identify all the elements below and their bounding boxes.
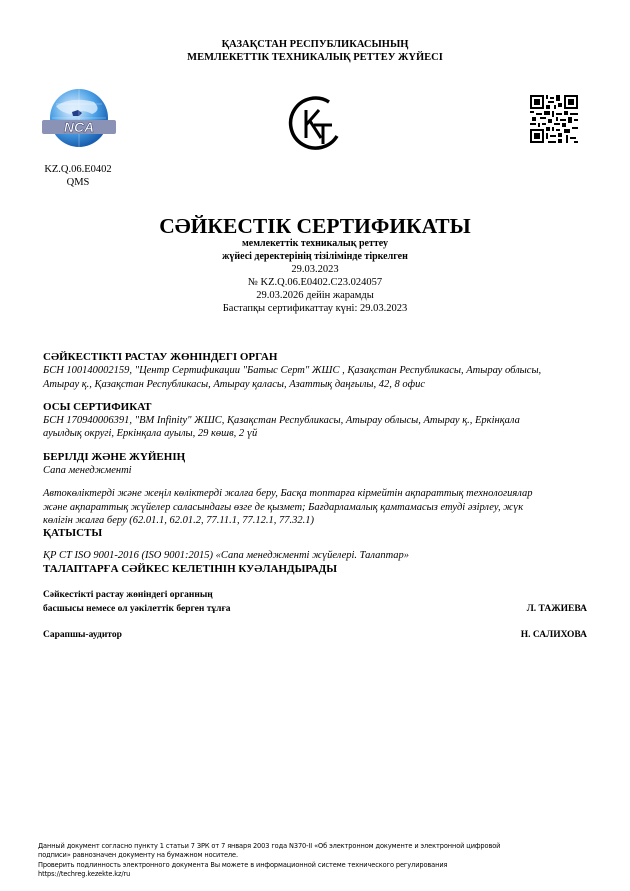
header-line-1: ҚАЗАҚСТАН РЕСПУБЛИКАСЫНЫҢ <box>221 39 409 50</box>
kt-conformity-mark-icon <box>285 92 345 152</box>
head-signatory-label-2: басшысы немесе ол уәкілеттік берген тұлға <box>43 604 231 614</box>
registration-date: 29.03.2023 <box>291 264 339 275</box>
relation-heading: ҚАТЫСТЫ <box>43 527 103 539</box>
head-signatory-name: Л. ТАЖИЕВА <box>526 604 587 614</box>
valid-until: 29.03.2026 дейін жарамды <box>256 290 374 301</box>
qr-code <box>530 95 578 143</box>
initial-certification-date: Бастапқы сертификаттау күні: 29.03.2023 <box>222 303 408 314</box>
body-heading: СӘЙКЕСТІКТІ РАСТАУ ЖӨНІНДЕГІ ОРГАН <box>43 351 278 363</box>
head-signatory-label-1: Сәйкестікті растау жөніндегі органның <box>43 590 213 600</box>
scope-text-1: Автокөліктерді және жеңіл көліктерді жалға беру, Басқа топтарға кірмейтін ақпараттық технологиялар <box>43 488 533 499</box>
certificate-title: СӘЙКЕСТІК СЕРТИФИКАТЫ <box>159 214 471 238</box>
footer-line-2: подписи» равнозначен документу на бумажном носителе. <box>38 851 238 859</box>
standard-text: ҚР СТ ISO 9001-2016 (ISO 9001:2015) «Сапа менеджменті жүйелері. Талаптар» <box>43 550 410 561</box>
footer-verification-link[interactable]: https://techreg.kezekte.kz/ru <box>38 870 131 878</box>
cert-holder-heading: ОСЫ СЕРТИФИКАТ <box>43 401 152 413</box>
system-value: Сапа менеджменті <box>43 465 132 476</box>
title-sub-2: жүйесі деректерінің тізілімінде тіркелген <box>222 251 408 262</box>
title-sub-1: мемлекеттік техникалық реттеу <box>242 238 388 249</box>
cert-holder-text-2: ауылдық округі, Еркінқала ауылы, 29 көшв, 2 үй <box>43 428 258 439</box>
conclusion-text: ТАЛАПТАРҒА СӘЙКЕС КЕЛЕТІНІН КУӘЛАНДЫРАДЫ <box>43 563 338 575</box>
auditor-label: Сарапшы-аудитор <box>43 630 122 640</box>
system-heading: БЕРІЛДІ ЖӘНЕ ЖҮЙЕНІҢ <box>43 451 186 463</box>
footer-line-1: Данный документ согласно пункту 1 статьи 7 ЗРК от 7 января 2003 года N370-II «Об электронном документе и электронной цифровой <box>38 842 501 850</box>
scope-text-2: және ақпараттық жүйелер саласындағы өзге де қызмет; Бағдарламалық қамтамасыз етуді әзірлеу, жүк <box>43 502 524 513</box>
scope-text-3: көлігін жалға беру (62.01.1, 62.01.2, 77.11.1, 77.12.1, 77.32.1) <box>43 515 314 526</box>
nca-logo-text: NCA <box>63 119 95 135</box>
body-text-1: БСН 100140002159, "Центр Сертификации "Батыс Серт" ЖШС , Қазақстан Республикасы, Атырау облысы, <box>43 365 542 376</box>
cert-holder-text-1: БСН 170940006391, "BM Infinity" ЖШС, Қазақстан Республикасы, Атырау облысы, Атырау қ., Еркінқала <box>43 415 520 426</box>
body-text-2: Атырау қ., Қазақстан Республикасы, Атырау қаласы, Азаттық даңғылы, 42, 8 офис <box>43 379 425 390</box>
auditor-name: Н. САЛИХОВА <box>520 630 587 640</box>
footer-line-3: Проверить подлинность электронного документа Вы можете в информационной системе технического регулирования <box>38 861 448 869</box>
certificate-type: QMS <box>66 177 90 188</box>
accreditation-code: KZ.Q.06.E0402 <box>44 164 112 175</box>
certificate-number: № KZ.Q.06.E0402.C23.024057 <box>247 277 383 288</box>
header-line-2: МЕМЛЕКЕТТІК ТЕХНИКАЛЫҚ РЕТТЕУ ЖҮЙЕСІ <box>187 52 443 63</box>
nca-logo <box>42 86 116 150</box>
